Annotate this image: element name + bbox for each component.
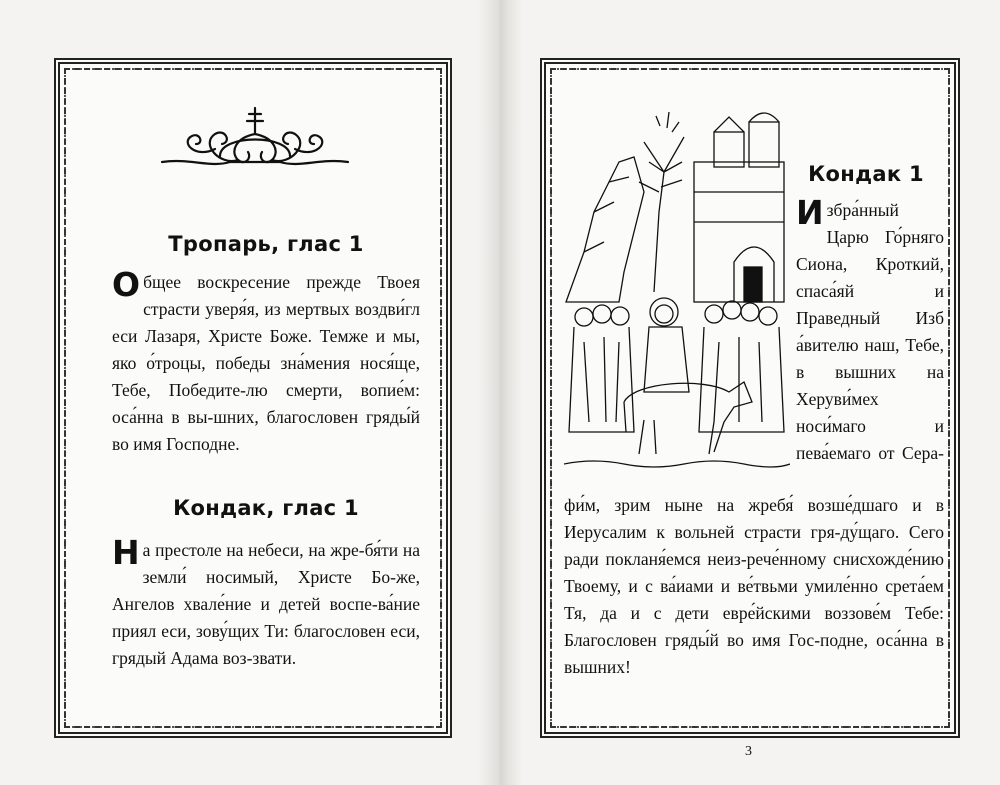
left-page-frame <box>54 58 452 738</box>
left-page <box>0 0 480 785</box>
kontakion-1-column <box>796 193 944 467</box>
kontakion-1-column-body: збра́нный Царю Го́рняго Сиона, Кроткий, спаса́яй и Праведный Изб а́вителю наш, Тебе, в вышних на Херуви́мех носи́маго и пева́емаго от Сера- <box>796 200 944 463</box>
troparion-text <box>112 265 420 458</box>
page-number: 3 <box>745 744 752 759</box>
kontakion-1-continuation <box>564 492 944 681</box>
kontakion-1-full-text: фи́м, зрим ныне на жребя́ возше́дшаго и в Иерусалим к вольней страсти гря-ду́щаго. Сего ради покланя́емся неиз-рече́нному снисхожде́нию Твоему, и с ва́иами и ве́твьми умиле́нно срета́ем Тя, да и с дети евре́йскими воззове́м Тебе: Благословен гряды́й во имя Гос-подне, оса́нна в вышних! <box>564 495 944 677</box>
right-page <box>520 0 1000 785</box>
kontakion-1-column-text <box>796 193 944 467</box>
kontakion-1-dropcap: И <box>796 193 824 232</box>
kontakion-heading: Кондак, глас 1 <box>173 496 359 520</box>
kontakion-text <box>112 533 420 672</box>
kontakion-body: а престоле на небеси, на жре-бя́ти на земли́ носимый, Христе Бо-же, Ангелов хвале́ние и детей воспе-ва́ние приял еси, зову́щих Ти: благословен еси, грядый Адама воз-звати. <box>112 540 420 668</box>
entry-into-jerusalem-icon <box>564 102 790 482</box>
cross-ornament-icon <box>160 104 350 174</box>
right-page-frame <box>540 58 960 738</box>
kontakion-dropcap: Н <box>112 533 140 572</box>
troparion-dropcap: О <box>112 265 141 304</box>
book-gutter <box>478 0 522 785</box>
troparion-heading: Тропарь, глас 1 <box>168 232 364 256</box>
troparion-body: бщее воскресение прежде Твоея страсти уверя́я, из мертвых воздви́гл еси Лазаря, Христе Боже. Темже и мы, яко о́троцы, победы зна́мения нося́ще, Тебе, Победите-лю смерти, вопие́м: оса́нна в вы-шних, благословен гряды́й во имя Господне. <box>112 272 420 454</box>
kontakion-1-heading: Кондак 1 <box>808 162 924 186</box>
